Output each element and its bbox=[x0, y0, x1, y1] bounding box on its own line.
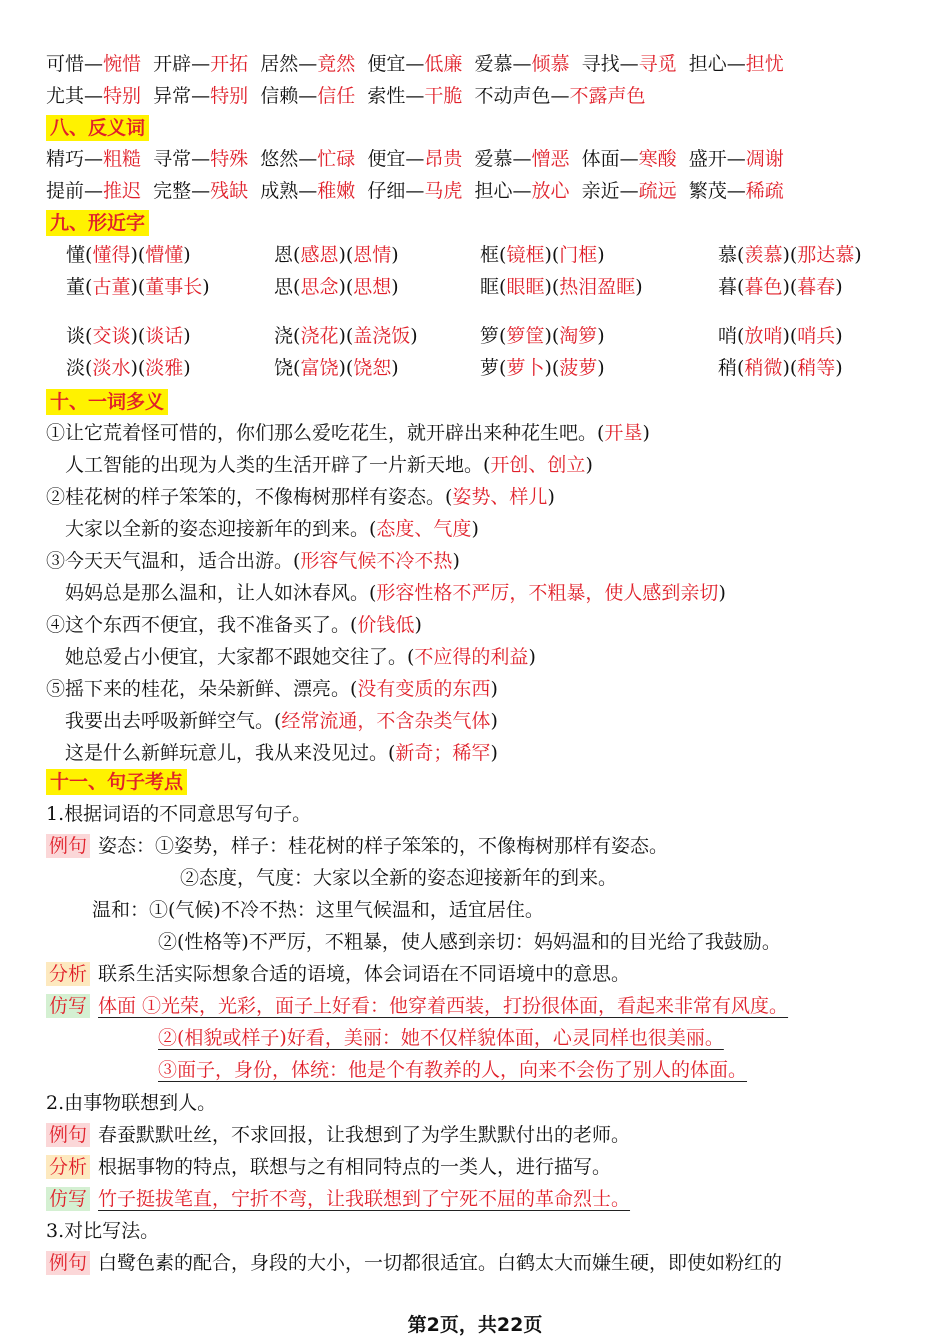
polysemy-meaning: 新奇；稀罕 bbox=[395, 742, 491, 764]
synonym-row-1 bbox=[46, 52, 784, 76]
section-heading-sentences: 十一、句子考点 bbox=[46, 769, 187, 795]
similar-word: 交谈 bbox=[92, 325, 131, 347]
dash: — bbox=[84, 180, 104, 202]
synonym-answer: 干脆 bbox=[424, 85, 463, 107]
polysemy-text: 我要出去呼吸新鲜空气。( bbox=[46, 710, 282, 732]
similar-char-item: 框(镜框)(门框) bbox=[480, 244, 605, 266]
similar-word: 热泪盈眶 bbox=[559, 276, 636, 298]
synonym-answer: 担忧 bbox=[745, 53, 784, 75]
q2-analysis-line bbox=[46, 1155, 611, 1179]
analysis-tag: 分析 bbox=[46, 1155, 90, 1179]
antonym-word: 完整 bbox=[153, 180, 192, 202]
dash: — bbox=[298, 53, 318, 75]
similar-word: 哨兵 bbox=[797, 325, 836, 347]
antonym-word: 盛开 bbox=[688, 148, 727, 170]
similar-word: 稍等 bbox=[797, 357, 836, 379]
polysemy-text: ③今天天气温和，适合出游。( bbox=[46, 550, 301, 572]
dash: — bbox=[298, 180, 318, 202]
polysemy-text: ①让它荒着怪可惜的，你们那么爱吃花生，就开辟出来种花生吧。( bbox=[46, 422, 605, 444]
similar-word: 箩筐 bbox=[506, 325, 545, 347]
antonym-word: 亲近 bbox=[581, 180, 620, 202]
polysemy-sentence: ④这个东西不便宜，我不准备买了。(价钱低) bbox=[46, 614, 422, 636]
similar-char: 淡 bbox=[66, 357, 86, 379]
similar-word: 谈话 bbox=[145, 325, 184, 347]
synonym-pair bbox=[260, 85, 367, 107]
similar-char-item: 稍(稍微)(稍等) bbox=[718, 357, 843, 379]
synonym-word: 爱慕 bbox=[474, 53, 513, 75]
synonym-answer: 特别 bbox=[103, 85, 142, 107]
q1-imitation-line-1 bbox=[46, 994, 788, 1018]
polysemy-meaning: 经常流通，不含杂类气体 bbox=[281, 710, 491, 732]
antonym-word: 爱慕 bbox=[474, 148, 513, 170]
dash: — bbox=[512, 148, 532, 170]
similar-char-item: 谈(交谈)(谈话) bbox=[66, 325, 191, 347]
similar-word: 浇花 bbox=[300, 325, 339, 347]
dash: — bbox=[512, 180, 532, 202]
section-heading-antonyms: 八、反义词 bbox=[46, 115, 149, 141]
dash: — bbox=[84, 148, 104, 170]
similar-char: 董 bbox=[66, 276, 86, 298]
q1-example-line-3: 温和：①(气候)不冷不热：这里气候温和，适宜居住。 bbox=[92, 899, 544, 921]
synonym-pair bbox=[153, 53, 260, 75]
antonym-word: 成熟 bbox=[260, 180, 299, 202]
q2-example-line bbox=[46, 1123, 630, 1147]
q3-example-line bbox=[46, 1251, 782, 1275]
similar-word: 淘箩 bbox=[559, 325, 598, 347]
antonym-word: 繁茂 bbox=[688, 180, 727, 202]
antonym-word: 提前 bbox=[46, 180, 85, 202]
synonym-pair bbox=[475, 85, 646, 107]
similar-char-item: 慕(羡慕)(那达慕) bbox=[718, 244, 862, 266]
antonym-answer: 放心 bbox=[531, 180, 570, 202]
antonym-pair bbox=[46, 148, 153, 170]
synonym-answer: 低廉 bbox=[424, 53, 463, 75]
polysemy-meaning: 不应得的利益 bbox=[414, 646, 529, 668]
dash: — bbox=[298, 148, 318, 170]
polysemy-meaning: 开垦 bbox=[604, 422, 643, 444]
antonym-pair bbox=[582, 180, 689, 202]
similar-word: 菠萝 bbox=[559, 357, 598, 379]
dash: — bbox=[512, 53, 532, 75]
similar-word: 思念 bbox=[300, 276, 339, 298]
antonym-row-1 bbox=[46, 147, 784, 171]
polysemy-sentence: ①让它荒着怪可惜的，你们那么爱吃花生，就开辟出来种花生吧。(开垦) bbox=[46, 422, 650, 444]
similar-char-item: 浇(浇花)(盖浇饭) bbox=[274, 325, 418, 347]
similar-word: 感恩 bbox=[300, 244, 339, 266]
synonym-pair bbox=[153, 85, 260, 107]
similar-char: 萝 bbox=[480, 357, 500, 379]
antonym-answer: 寒酸 bbox=[638, 148, 677, 170]
dash: — bbox=[191, 85, 211, 107]
similar-char-item: 思(思念)(思想) bbox=[274, 276, 399, 298]
synonym-pair bbox=[475, 53, 582, 75]
polysemy-meaning: 态度、气度 bbox=[376, 518, 472, 540]
analysis-tag: 分析 bbox=[46, 962, 90, 986]
polysemy-meaning: 姿势、样儿 bbox=[452, 486, 548, 508]
similar-char: 谈 bbox=[66, 325, 86, 347]
dash: — bbox=[298, 85, 318, 107]
synonym-word: 便宜 bbox=[367, 53, 406, 75]
similar-word: 懵懂 bbox=[145, 244, 184, 266]
similar-word: 稍微 bbox=[744, 357, 783, 379]
similar-char: 懂 bbox=[66, 244, 86, 266]
antonym-pair bbox=[153, 148, 260, 170]
similar-word: 懂得 bbox=[92, 244, 131, 266]
similar-char: 哨 bbox=[718, 325, 738, 347]
example-tag: 例句 bbox=[46, 1251, 90, 1275]
example-tag: 例句 bbox=[46, 1123, 90, 1147]
similar-char-item: 哨(放哨)(哨兵) bbox=[718, 325, 843, 347]
similar-char: 恩 bbox=[274, 244, 294, 266]
similar-word: 董事长 bbox=[145, 276, 203, 298]
dash: — bbox=[619, 148, 639, 170]
similar-word: 羡慕 bbox=[744, 244, 783, 266]
similar-word: 淡雅 bbox=[145, 357, 184, 379]
dash: — bbox=[405, 148, 425, 170]
antonym-row-2 bbox=[46, 179, 784, 203]
dash: — bbox=[405, 85, 425, 107]
similar-word: 镜框 bbox=[506, 244, 545, 266]
similar-char-item: 恩(感恩)(恩情) bbox=[274, 244, 399, 266]
q2-analysis-text: 根据事物的特点，联想与之有相同特点的一类人，进行描写。 bbox=[98, 1156, 612, 1178]
similar-word: 放哨 bbox=[744, 325, 783, 347]
dash: — bbox=[726, 148, 746, 170]
polysemy-meaning: 形容性格不严厉，不粗暴，使人感到亲切 bbox=[376, 582, 719, 604]
polysemy-sentence: 人工智能的出现为人类的生活开辟了一片新天地。(开创、创立) bbox=[46, 454, 593, 476]
polysemy-sentence: 大家以全新的姿态迎接新年的到来。(态度、气度) bbox=[46, 518, 479, 540]
similar-char: 慕 bbox=[718, 244, 738, 266]
polysemy-meaning: 形容气候不冷不热 bbox=[300, 550, 453, 572]
q1-example-line-4: ②(性格等)不严厉，不粗暴，使人感到亲切：妈妈温和的目光给了我鼓励。 bbox=[158, 931, 781, 953]
similar-char-item: 暮(暮色)(暮春) bbox=[718, 276, 843, 298]
polysemy-sentence: 妈妈总是那么温和，让人如沐春风。(形容性格不严厉，不粗暴，使人感到亲切) bbox=[46, 582, 726, 604]
antonym-word: 担心 bbox=[474, 180, 513, 202]
synonym-answer: 不露声色 bbox=[569, 85, 646, 107]
q2-example-text: 春蚕默默吐丝，不求回报，让我想到了为学生默默付出的老师。 bbox=[98, 1124, 631, 1146]
polysemy-sentence: 我要出去呼吸新鲜空气。(经常流通，不含杂类气体) bbox=[46, 710, 498, 732]
q1-imitation-line-3: ③面子，身份，体统：他是个有教养的人，向来不会伤了别人的体面。 bbox=[158, 1059, 748, 1081]
similar-char: 思 bbox=[274, 276, 294, 298]
similar-word: 暮春 bbox=[797, 276, 836, 298]
dash: — bbox=[84, 85, 104, 107]
antonym-answer: 凋谢 bbox=[745, 148, 784, 170]
antonym-word: 仔细 bbox=[367, 180, 406, 202]
antonym-pair bbox=[46, 180, 153, 202]
dash: — bbox=[405, 180, 425, 202]
synonym-pair bbox=[582, 53, 689, 75]
antonym-answer: 忙碌 bbox=[317, 148, 356, 170]
antonym-answer: 疏远 bbox=[638, 180, 677, 202]
synonym-word: 寻找 bbox=[581, 53, 620, 75]
antonym-pair bbox=[475, 180, 582, 202]
similar-word: 富饶 bbox=[300, 357, 339, 379]
antonym-answer: 马虎 bbox=[424, 180, 463, 202]
dash: — bbox=[726, 180, 746, 202]
dash: — bbox=[405, 53, 425, 75]
synonym-word: 尤其 bbox=[46, 85, 85, 107]
synonym-answer: 信任 bbox=[317, 85, 356, 107]
polysemy-meaning: 没有变质的东西 bbox=[357, 678, 491, 700]
antonym-word: 便宜 bbox=[367, 148, 406, 170]
similar-word: 门框 bbox=[559, 244, 598, 266]
antonym-pair bbox=[260, 148, 367, 170]
polysemy-sentence: ⑤摇下来的桂花，朵朵新鲜、漂亮。(没有变质的东西) bbox=[46, 678, 498, 700]
q3-example-text: 白鹭色素的配合，身段的大小，一切都很适宜。白鹤太大而嫌生硬，即使如粉红的 bbox=[98, 1252, 783, 1274]
similar-word: 恩情 bbox=[353, 244, 392, 266]
synonym-word: 居然 bbox=[260, 53, 299, 75]
antonym-pair bbox=[475, 148, 582, 170]
q1-imitation-text-1: 体面 ①光荣，光彩，面子上好看：他穿着西装，打扮很体面，看起来非常有风度。 bbox=[98, 995, 789, 1017]
similar-char: 稍 bbox=[718, 357, 738, 379]
similar-char: 框 bbox=[480, 244, 500, 266]
question-1-title: 1.根据词语的不同意思写句子。 bbox=[46, 803, 312, 825]
synonym-pair bbox=[46, 53, 153, 75]
synonym-pair bbox=[260, 53, 367, 75]
polysemy-sentence: ③今天天气温和，适合出游。(形容气候不冷不热) bbox=[46, 550, 460, 572]
antonym-word: 寻常 bbox=[153, 148, 192, 170]
q1-imitation-line-2: ②(相貌或样子)好看，美丽：她不仅样貌体面，心灵同样也很美丽。 bbox=[158, 1027, 724, 1049]
antonym-word: 悠然 bbox=[260, 148, 299, 170]
q1-example-text-1: 姿态：①姿势，样子：桂花树的样子笨笨的，不像梅树那样有姿态。 bbox=[98, 835, 669, 857]
synonym-row-2 bbox=[46, 84, 646, 108]
similar-char: 暮 bbox=[718, 276, 738, 298]
synonym-word: 异常 bbox=[153, 85, 192, 107]
q1-example-line-1 bbox=[46, 834, 668, 858]
dash: — bbox=[191, 148, 211, 170]
polysemy-text: ②桂花树的样子笨笨的，不像梅树那样有姿态。( bbox=[46, 486, 453, 508]
similar-word: 那达慕 bbox=[797, 244, 855, 266]
polysemy-sentence: 这是什么新鲜玩意儿，我从来没见过。(新奇；稀罕) bbox=[46, 742, 498, 764]
page-footer: 第2页，共22页 bbox=[407, 1314, 543, 1336]
synonym-pair bbox=[367, 85, 474, 107]
polysemy-text: 大家以全新的姿态迎接新年的到来。( bbox=[46, 518, 377, 540]
antonym-answer: 稚嫩 bbox=[317, 180, 356, 202]
polysemy-sentence: ②桂花树的样子笨笨的，不像梅树那样有姿态。(姿势、样儿) bbox=[46, 486, 555, 508]
polysemy-text: ④这个东西不便宜，我不准备买了。( bbox=[46, 614, 358, 636]
polysemy-text: ⑤摇下来的桂花，朵朵新鲜、漂亮。( bbox=[46, 678, 358, 700]
antonym-answer: 特殊 bbox=[210, 148, 249, 170]
q1-analysis-line bbox=[46, 962, 630, 986]
antonym-pair bbox=[689, 180, 784, 202]
antonym-word: 体面 bbox=[581, 148, 620, 170]
dash: — bbox=[619, 180, 639, 202]
similar-char: 眶 bbox=[480, 276, 500, 298]
synonym-answer: 竟然 bbox=[317, 53, 356, 75]
polysemy-text: 人工智能的出现为人类的生活开辟了一片新天地。( bbox=[46, 454, 491, 476]
antonym-pair bbox=[153, 180, 260, 202]
antonym-answer: 残缺 bbox=[210, 180, 249, 202]
example-tag: 例句 bbox=[46, 834, 90, 858]
similar-char-item: 淡(淡水)(淡雅) bbox=[66, 357, 191, 379]
similar-char: 箩 bbox=[480, 325, 500, 347]
imitation-tag: 仿写 bbox=[46, 994, 90, 1018]
antonym-answer: 粗糙 bbox=[103, 148, 142, 170]
q1-example-line-2: ②态度，气度：大家以全新的姿态迎接新年的到来。 bbox=[180, 867, 618, 889]
synonym-word: 信赖 bbox=[260, 85, 299, 107]
similar-word: 萝卜 bbox=[506, 357, 545, 379]
antonym-answer: 稀疏 bbox=[745, 180, 784, 202]
similar-word: 思想 bbox=[353, 276, 392, 298]
similar-char-item: 饶(富饶)(饶恕) bbox=[274, 357, 399, 379]
similar-word: 暮色 bbox=[744, 276, 783, 298]
antonym-pair bbox=[582, 148, 689, 170]
similar-word: 淡水 bbox=[92, 357, 131, 379]
antonym-answer: 推迟 bbox=[103, 180, 142, 202]
q2-imitation-text: 竹子挺拔笔直，宁折不弯，让我联想到了宁死不屈的革命烈士。 bbox=[98, 1188, 631, 1210]
synonym-answer: 特别 bbox=[210, 85, 249, 107]
section-heading-polysemy: 十、一词多义 bbox=[46, 389, 168, 415]
section-heading-similar-chars: 九、形近字 bbox=[46, 210, 149, 236]
dash: — bbox=[619, 53, 639, 75]
polysemy-text: 妈妈总是那么温和，让人如沐春风。( bbox=[46, 582, 377, 604]
dash: — bbox=[191, 180, 211, 202]
similar-char-item: 箩(箩筐)(淘箩) bbox=[480, 325, 605, 347]
similar-word: 古董 bbox=[92, 276, 131, 298]
q1-analysis-text: 联系生活实际想象合适的语境，体会词语在不同语境中的意思。 bbox=[98, 963, 631, 985]
polysemy-sentence: 她总爱占小便宜，大家都不跟她交往了。(不应得的利益) bbox=[46, 646, 536, 668]
polysemy-text: 这是什么新鲜玩意儿，我从来没见过。( bbox=[46, 742, 396, 764]
synonym-word: 开辟 bbox=[153, 53, 192, 75]
similar-char: 浇 bbox=[274, 325, 294, 347]
synonym-answer: 寻觅 bbox=[638, 53, 677, 75]
synonym-answer: 开拓 bbox=[210, 53, 249, 75]
synonym-word: 可惜 bbox=[46, 53, 85, 75]
polysemy-text: 她总爱占小便宜，大家都不跟她交往了。( bbox=[46, 646, 415, 668]
similar-char-item: 眶(眼眶)(热泪盈眶) bbox=[480, 276, 643, 298]
antonym-answer: 昂贵 bbox=[424, 148, 463, 170]
dash: — bbox=[84, 53, 104, 75]
similar-char-item: 董(古董)(董事长) bbox=[66, 276, 210, 298]
imitation-tag: 仿写 bbox=[46, 1187, 90, 1211]
synonym-pair bbox=[689, 53, 784, 75]
similar-word: 盖浇饭 bbox=[353, 325, 411, 347]
similar-word: 眼眶 bbox=[506, 276, 545, 298]
synonym-answer: 惋惜 bbox=[103, 53, 142, 75]
synonym-answer: 倾慕 bbox=[531, 53, 570, 75]
similar-char-item: 萝(萝卜)(菠萝) bbox=[480, 357, 605, 379]
similar-char-item: 懂(懂得)(懵懂) bbox=[66, 244, 191, 266]
antonym-pair bbox=[689, 148, 784, 170]
similar-word: 饶恕 bbox=[353, 357, 392, 379]
question-3-title: 3.对比写法。 bbox=[46, 1220, 160, 1242]
similar-char: 饶 bbox=[274, 357, 294, 379]
antonym-pair bbox=[260, 180, 367, 202]
synonym-word: 担心 bbox=[688, 53, 727, 75]
q2-imitation-line bbox=[46, 1187, 630, 1211]
synonym-pair bbox=[367, 53, 474, 75]
dash: — bbox=[191, 53, 211, 75]
dash: — bbox=[726, 53, 746, 75]
synonym-pair bbox=[46, 85, 153, 107]
synonym-word: 不动声色 bbox=[474, 85, 551, 107]
polysemy-meaning: 价钱低 bbox=[357, 614, 415, 636]
dash: — bbox=[550, 85, 570, 107]
synonym-word: 索性 bbox=[367, 85, 406, 107]
polysemy-meaning: 开创、创立 bbox=[490, 454, 586, 476]
antonym-word: 精巧 bbox=[46, 148, 85, 170]
antonym-answer: 憎恶 bbox=[531, 148, 570, 170]
antonym-pair bbox=[367, 148, 474, 170]
antonym-pair bbox=[367, 180, 474, 202]
question-2-title: 2.由事物联想到人。 bbox=[46, 1092, 217, 1114]
